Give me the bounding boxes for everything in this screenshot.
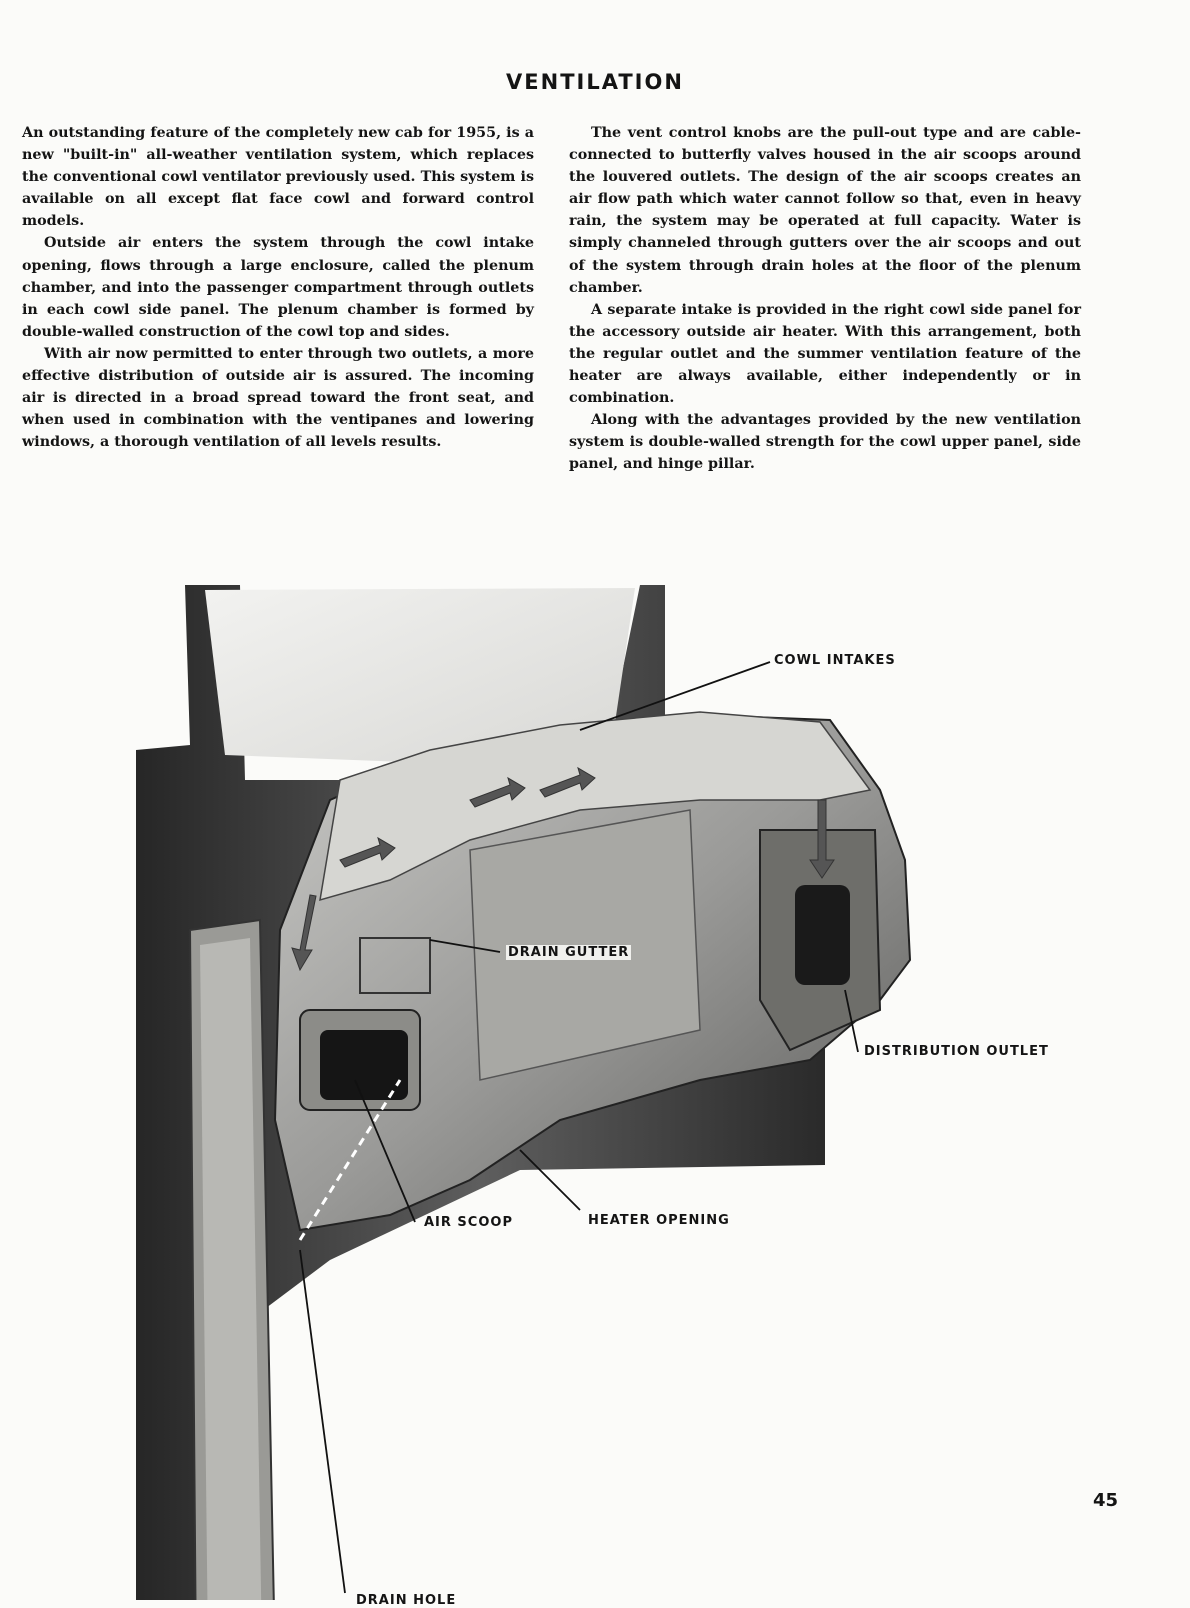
label-drain-hole: DRAIN HOLE <box>356 1593 457 1608</box>
paragraph: An outstanding feature of the completely new cab for 1955, is a new "built-in" all-weather ventilation system, which replaces the conventional cowl ventilator previously used. This system is available on all except flat face cowl and forward control models. <box>22 125 534 230</box>
paragraph: With air now permitted to enter through two outlets, a more effective distribution of outside air is assured. The incoming air is directed in a broad spread toward the front seat, and when used in combination with the ventipanes and lowering windows, a thorough ventilation of all levels results. <box>22 345 534 451</box>
page-title: VENTILATION <box>506 70 684 94</box>
paragraph: A separate intake is provided in the right cowl side panel for the accessory outside air heater. With this arrangement, both the regular outlet and the summer ventilation feature of the heater are always available, either independently or in combination. <box>569 301 1081 407</box>
page-number: 45 <box>1092 1490 1118 1511</box>
paragraph: The vent control knobs are the pull-out type and are cable-connected to butterfly valves housed in the air scoops around the louvered outlets. The design of the air scoops creates an air flow path which water cannot follow so that, even in heavy rain, the system may be operated at full capacity. Water is simply channeled through gutters over the air scoops and out of the system through drain holes at the floor of the plenum chamber. <box>569 125 1081 296</box>
left-outlet-opening <box>320 1030 408 1100</box>
label-drain-gutter: DRAIN GUTTER <box>508 945 630 960</box>
label-distribution-outlet: DISTRIBUTION OUTLET <box>864 1044 1049 1059</box>
paragraph: Along with the advantages provided by the new ventilation system is double-walled strength for the cowl upper panel, side panel, and hinge pillar. <box>569 412 1081 473</box>
paragraph: Outside air enters the system through the cowl intake opening, flows through a large enclosure, called the plenum chamber, and into the passenger compartment through outlets in each cowl side panel. The plenum chamber is formed by double-walled construction of the cowl top and sides. <box>22 235 534 340</box>
label-cowl-intakes: COWL INTAKES <box>774 653 896 668</box>
label-air-scoop: AIR SCOOP <box>424 1215 513 1230</box>
distribution-outlet-opening <box>795 885 850 985</box>
label-heater-opening: HEATER OPENING <box>588 1213 730 1228</box>
